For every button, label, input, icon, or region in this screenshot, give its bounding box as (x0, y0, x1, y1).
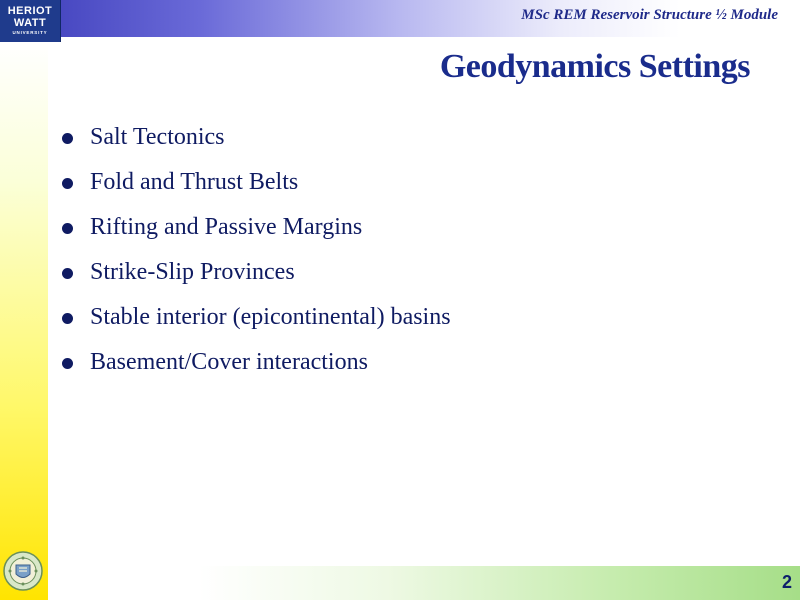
university-seal-icon (2, 549, 44, 593)
side-band (0, 42, 48, 600)
bullet-item (62, 205, 451, 250)
logo-line-1: HERIOT (7, 5, 53, 18)
bullet-dot-icon (62, 268, 73, 279)
bullet-dot-icon (62, 178, 73, 189)
bottom-band (48, 566, 800, 600)
logo-line-3: UNIVERSITY (12, 30, 48, 36)
bullet-dot-icon (62, 358, 73, 369)
bullet-text: Rifting and Passive Margins (90, 214, 363, 240)
module-title: MSc REM Reservoir Structure ½ Module (521, 7, 778, 23)
logo-line-2: WATT (13, 17, 47, 30)
bullet-text: Stable interior (epicontinental) basins (90, 304, 451, 330)
bullet-item (62, 250, 451, 295)
bullet-text: Fold and Thrust Belts (90, 169, 299, 195)
bullet-text: Strike-Slip Provinces (90, 259, 295, 285)
page-number: 2 (781, 572, 792, 592)
slide-title: Geodynamics Settings (439, 48, 750, 85)
bullet-dot-icon (62, 133, 73, 144)
bullet-item (62, 115, 451, 160)
bullet-text: Basement/Cover interactions (90, 349, 368, 375)
bullet-item (62, 295, 451, 340)
bullet-item (62, 160, 451, 205)
bullet-text: Salt Tectonics (90, 124, 225, 150)
bullet-dot-icon (62, 223, 73, 234)
bullet-list (62, 115, 451, 385)
bullet-item (62, 340, 451, 385)
bullet-dot-icon (62, 313, 73, 324)
heriot-watt-logo (0, 0, 61, 42)
